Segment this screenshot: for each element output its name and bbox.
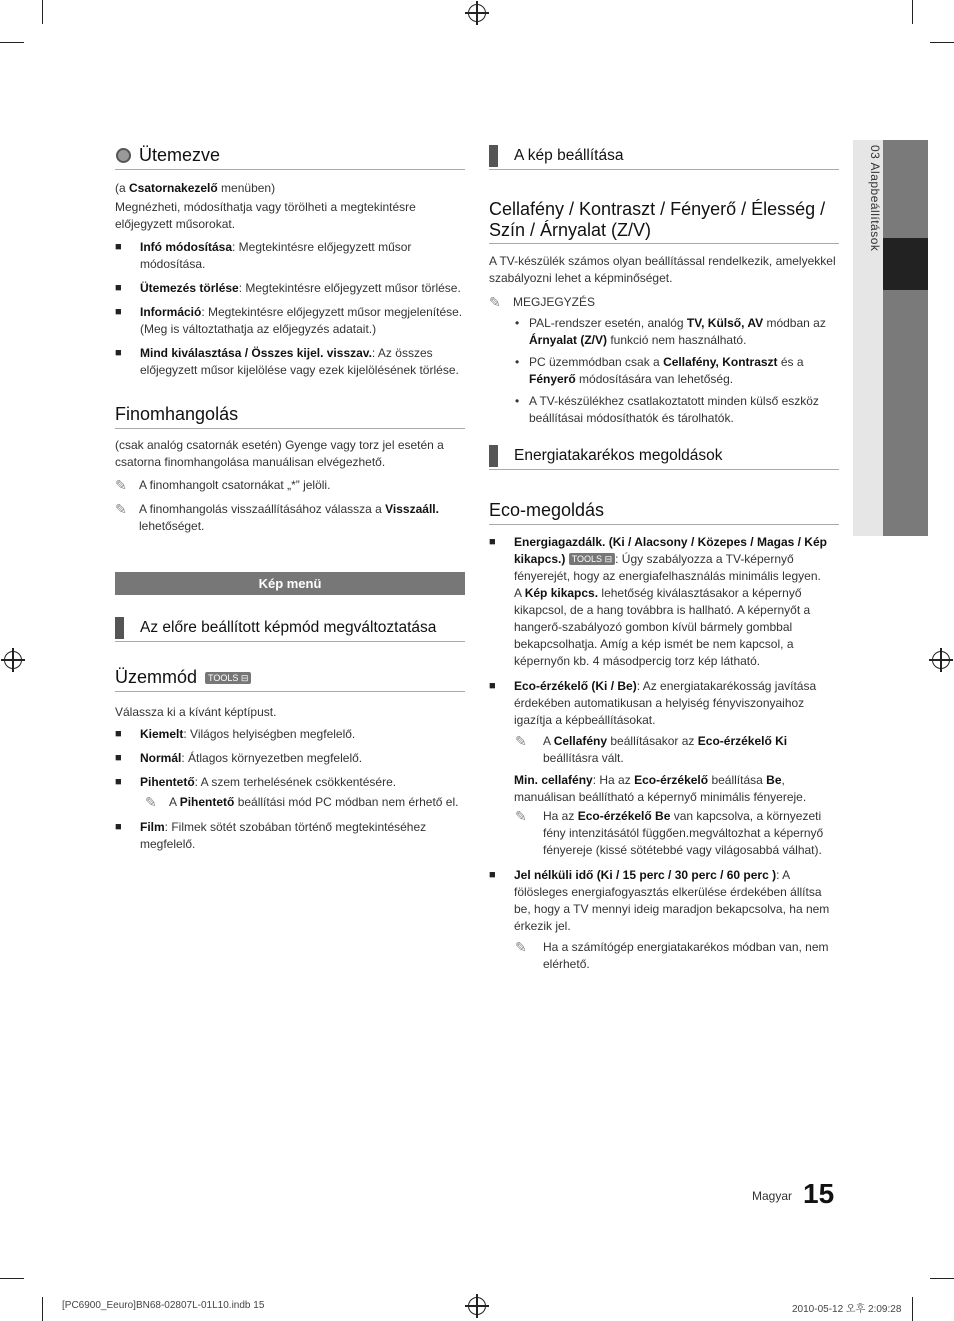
registration-mark-icon xyxy=(4,651,22,669)
list-item: ■ Infó módosítása: Megtekintésre előjegyzett műsor módosítása. xyxy=(115,239,465,273)
note: ✎ Ha a számítógép energiatakarékos módban van, nem elérhető. xyxy=(515,939,829,971)
registration-mark-icon xyxy=(468,1297,486,1315)
tools-icon: ⊟ xyxy=(240,672,249,683)
note-pencil-icon: ✎ xyxy=(515,939,527,955)
energy-subheading: Energiatakarékos megoldások xyxy=(489,445,839,470)
minlight-text: Min. cellafény: Ha az Eco-érzékelő beállítása Be, manuálisan beállítható a képernyő minimális fényereje. xyxy=(514,773,807,804)
eco-heading: Eco-megoldás xyxy=(489,500,839,525)
list-item: ■ Film: Filmek sötét szobában történő megtekintéséhez megfelelő. xyxy=(115,819,465,853)
list-item: ■ Ütemezés törlése: Megtekintésre előjegyzett műsor törlése. xyxy=(115,280,465,297)
finetune-heading: Finomhangolás xyxy=(115,404,465,429)
tools-icon: ⊟ xyxy=(604,554,613,564)
crop-mark xyxy=(42,1297,43,1321)
cell-heading: Cellafény / Kontraszt / Fényerő / Élesség / Szín / Árnyalat (Z/V) xyxy=(489,199,839,244)
crop-mark xyxy=(42,0,43,24)
mode-intro: Válassza ki a kívánt képtípust. xyxy=(115,705,277,719)
list-item: ■ Jel nélküli idő (Ki / 15 perc / 30 perc / 60 perc ): A fölösleges energiafogyasztás elkerülése érdekében állítsa be, hogy a TV mennyi ideig maradjon bekapcsolva, ha nem érkezik jel. xyxy=(489,867,839,935)
print-info-date: 2010-05-12 오후 2:09:28 xyxy=(792,1304,902,1315)
tools-badge: TOOLS ⊟ xyxy=(205,672,251,684)
crop-mark xyxy=(930,42,954,43)
list-item: • PAL-rendszer esetén, analóg TV, Külső, AV módban az Árnyalat (Z/V) funkció nem használható. xyxy=(515,315,839,349)
cell-intro: A TV-készülék számos olyan beállítással rendelkezik, amelyekkel szabályozni lehet a képminőséget. xyxy=(489,254,836,285)
side-tab-marker xyxy=(883,238,928,290)
list-item: ■ Információ: Megtekintésre előjegyzett műsor megjelenítése. (Meg is változtathatja az előjegyzés adatait.) xyxy=(115,304,465,338)
note-pencil-icon: ✎ xyxy=(489,294,501,310)
schedule-context: (a Csatornakezelő menüben) xyxy=(115,181,276,195)
list-item: • A TV-készülékhez csatlakoztatott minden külső eszköz beállításai módosíthatók és tárolhatók. xyxy=(515,393,839,427)
list-item: ■ Normál: Átlagos környezetben megfelelő. xyxy=(115,750,465,767)
finetune-intro: (csak analóg csatornák esetén) Gyenge vagy torz jel esetén a csatorna finomhangolása manuálisan elvégezhető. xyxy=(115,438,444,469)
print-info-file: [PC6900_Eeuro]BN68-02807L-01L10.indb 15 xyxy=(62,1300,265,1311)
registration-mark-icon xyxy=(468,4,486,22)
mode-heading: Üzemmód TOOLS ⊟ xyxy=(115,667,465,692)
adjust-subheading: A kép beállítása xyxy=(489,145,839,170)
note-pencil-icon: ✎ xyxy=(515,733,527,749)
schedule-heading: Ütemezve xyxy=(115,145,465,170)
list-item: ■ Pihentető: A szem terhelésének csökkentésére. xyxy=(115,774,465,791)
crop-mark xyxy=(912,1297,913,1321)
page-number: 15 xyxy=(803,1178,835,1209)
crop-mark xyxy=(912,0,913,24)
crop-mark xyxy=(930,1278,954,1279)
right-column xyxy=(489,145,839,973)
note-pencil-icon: ✎ xyxy=(115,477,127,493)
notes-label: ✎ MEGJEGYZÉS xyxy=(489,294,596,310)
schedule-intro: Megnézheti, módosíthatja vagy törölheti a megtekintésre előjegyzett műsorokat. xyxy=(115,200,416,231)
list-item: ■ Energiagazdálk. (Ki / Alacsony / Közepes / Magas / Kép kikapcs.) TOOLS ⊟ : Úgy szabályozza a TV-képernyő fényerejét, hogy az energiafelhasználás minimális legyen. A Kép kikapcs. lehetőség kiválasztásakor a képernyő kikapcsol, de a hang továbbra is hallható. A képernyőt a hangerő-szabályozó gombon kívül bármely gombbal bekapcsolhatja. Amíg a kép ismét be nem kapcsol, a képernyőn kb. 4 másodpercig torz kép látható. xyxy=(489,534,839,670)
list-item: ■ Eco-érzékelő (Ki / Be): Az energiatakarékosság javítása érdekében automatikusan a helyiség fényviszonyaihoz igazítja a képbeállításokat. xyxy=(489,678,839,729)
note: ✎ A finomhangolt csatornákat „*” jelöli. xyxy=(115,477,331,493)
list-item: ■ Kiemelt: Világos helyiségben megfelelő. xyxy=(115,726,465,743)
crop-mark xyxy=(0,1278,24,1279)
list-item: ■ Mind kiválasztása / Összes kijel. visszav.: Az összes előjegyzett műsor kijelölése vagy ezek kijelölésének törlése. xyxy=(115,345,465,379)
tools-badge: TOOLS ⊟ xyxy=(569,553,615,565)
preset-subheading: Az előre beállított képmód megváltoztatása xyxy=(115,617,465,642)
note-pencil-icon: ✎ xyxy=(145,794,157,810)
note: ✎ Ha az Eco-érzékelő Be van kapcsolva, a környezeti fény intenzitásától függően.megváltozhat a képernyő fényereje (kissé sötétebbé vagy világosabbá válhat). xyxy=(515,808,824,857)
note: ✎ A finomhangolás visszaállításához válassza a Visszaáll. lehetőséget. xyxy=(115,501,439,533)
side-tab-dark xyxy=(883,140,928,536)
note: ✎ A Cellafény beállításakor az Eco-érzékelő Ki beállításra vált. xyxy=(515,733,788,765)
crop-mark xyxy=(0,42,24,43)
list-item: • PC üzemmódban csak a Cellafény, Kontraszt és a Fényerő módosítására van lehetőség. xyxy=(515,354,839,388)
registration-mark-icon xyxy=(932,651,950,669)
footer-language: Magyar xyxy=(752,1189,793,1203)
note-pencil-icon: ✎ xyxy=(515,808,527,824)
section-bar: Kép menü xyxy=(115,572,465,595)
note-pencil-icon: ✎ xyxy=(115,501,127,517)
clock-icon xyxy=(116,148,131,163)
note: ✎ A Pihentető beállítási mód PC módban nem érhető el. xyxy=(145,794,459,810)
side-tab-label: 03 Alapbeállítások xyxy=(868,145,882,252)
left-column xyxy=(115,145,465,853)
